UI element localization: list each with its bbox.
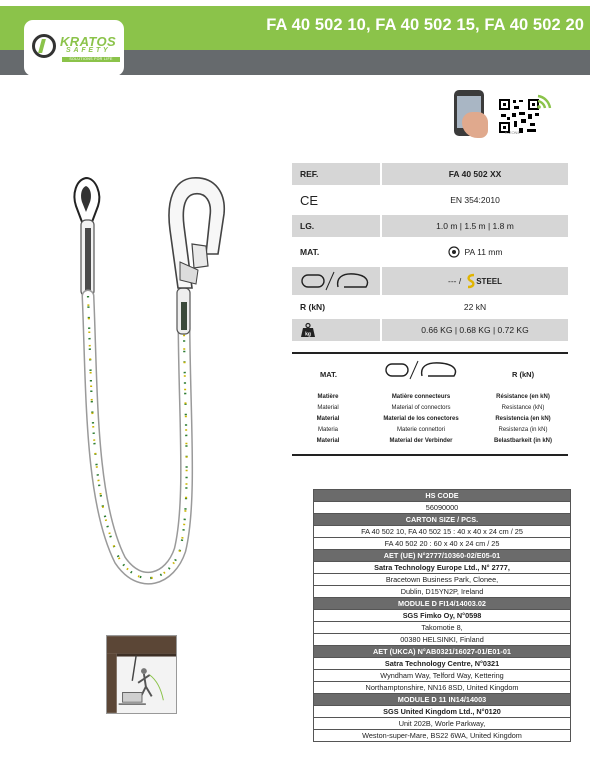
certification-row bbox=[314, 634, 571, 646]
certification-row bbox=[314, 706, 571, 718]
certification-row bbox=[314, 526, 571, 538]
legend-mat-it: Materia bbox=[317, 427, 338, 433]
spec-norm-value: EN 354:2010 bbox=[450, 195, 500, 205]
logo-brand-name: KRATOS bbox=[60, 34, 117, 49]
brand-logo bbox=[24, 20, 124, 76]
certification-row bbox=[314, 670, 571, 682]
page-title: FA 40 502 10, FA 40 502 15, FA 40 502 20 bbox=[266, 16, 584, 34]
certification-row bbox=[314, 598, 571, 610]
certification-cell: Northamptonshire, NN16 8SD, United Kingdom bbox=[314, 682, 571, 694]
certification-cell: Takomotie 8, bbox=[314, 622, 571, 634]
certification-cell: Bracetown Business Park, Clonee, bbox=[314, 574, 571, 586]
steel-s-icon bbox=[466, 273, 476, 289]
certification-table bbox=[313, 489, 571, 742]
certification-header-cell: MODULE D 11 IN14/14003 bbox=[314, 694, 571, 706]
certification-header-cell: AET (UE) N°2777/10360-02/E05-01 bbox=[314, 550, 571, 562]
certification-row bbox=[314, 730, 571, 742]
certification-row bbox=[314, 538, 571, 550]
certification-header-cell: HS CODE bbox=[314, 490, 571, 502]
wireless-icon bbox=[536, 86, 560, 110]
spec-length-value: 1.0 m | 1.5 m | 1.8 m bbox=[382, 215, 568, 237]
spec-length-label: LG. bbox=[292, 215, 380, 237]
certification-cell: Satra Technology Europe Ltd., N° 2777, bbox=[314, 562, 571, 574]
certification-header-cell: CARTON SIZE / PCS. bbox=[314, 514, 571, 526]
legend-res-it: Resistenza (in kN) bbox=[498, 427, 548, 433]
certification-row bbox=[314, 586, 571, 598]
certification-row bbox=[314, 718, 571, 730]
spec-connector-material: STEEL bbox=[476, 276, 502, 286]
certification-row bbox=[314, 622, 571, 634]
legend-conn-es: Material de los conectores bbox=[383, 416, 459, 422]
spec-row-norm bbox=[292, 186, 568, 214]
spec-row-material bbox=[292, 238, 568, 266]
logo-k-icon bbox=[32, 34, 56, 58]
legend-mat-es: Material bbox=[316, 416, 340, 422]
legend-box bbox=[292, 352, 568, 456]
legend-col-connectors bbox=[364, 392, 478, 447]
legend-mat-en: Material bbox=[317, 405, 339, 411]
certification-row bbox=[314, 682, 571, 694]
certification-row bbox=[314, 502, 571, 514]
ce-mark-icon: CE bbox=[300, 192, 319, 208]
spec-weight-value: 0.66 KG | 0.68 KG | 0.72 KG bbox=[382, 319, 568, 341]
legend-connector-icon bbox=[384, 359, 462, 381]
spec-row-ref bbox=[292, 163, 568, 185]
usage-thumbnail bbox=[106, 635, 177, 714]
certification-cell: Wyndham Way, Telford Way, Kettering bbox=[314, 670, 571, 682]
certification-cell: Weston-super-Mare, BS22 6WA, United Kingdom bbox=[314, 730, 571, 742]
legend-conn-fr: Matière connecteurs bbox=[391, 394, 451, 400]
legend-mat-de: Material bbox=[316, 438, 340, 444]
certification-cell: Unit 202B, Worle Parkway, bbox=[314, 718, 571, 730]
qr-caption: K-ZONE bbox=[505, 130, 521, 135]
certification-cell: FA 40 502 10, FA 40 502 15 : 40 x 40 x 24 cm / 25 bbox=[314, 526, 571, 538]
spec-row-length bbox=[292, 215, 568, 237]
certification-cell: SGS Fimko Oy, N°0598 bbox=[314, 610, 571, 622]
carabiner-hook-icon bbox=[300, 270, 372, 292]
certification-cell: SGS United Kingdom Ltd., N°0120 bbox=[314, 706, 571, 718]
weight-icon-cell bbox=[292, 319, 380, 341]
logo-brand-sub: SAFETY bbox=[66, 47, 111, 54]
legend-r-head: R (kN) bbox=[512, 370, 535, 379]
legend-res-fr: Résistance (en kN) bbox=[496, 394, 550, 400]
spec-material-cell bbox=[382, 238, 568, 266]
connectors-icon-cell bbox=[292, 267, 380, 295]
legend-res-de: Belastbarkeit (in kN) bbox=[493, 438, 553, 444]
certification-cell: 56090000 bbox=[314, 502, 571, 514]
spec-material-label: MAT. bbox=[300, 247, 320, 257]
legend-mat-head: MAT. bbox=[320, 370, 337, 379]
certification-row bbox=[314, 610, 571, 622]
certification-header-cell: AET (UKCA) N°AB0321/16027-01/E01-01 bbox=[314, 646, 571, 658]
certification-cell: FA 40 502 20 : 60 x 40 x 24 cm / 25 bbox=[314, 538, 571, 550]
legend-conn-it: Materie connettori bbox=[396, 427, 446, 433]
legend-mat-fr: Matière bbox=[317, 394, 339, 400]
legend-res-en: Resistance (kN) bbox=[501, 405, 545, 411]
certification-cell: 00380 HELSINKI, Finland bbox=[314, 634, 571, 646]
spec-material-value: PA 11 mm bbox=[464, 247, 503, 257]
certification-row bbox=[314, 562, 571, 574]
spec-ref-value: FA 40 502 XX bbox=[382, 163, 568, 185]
certification-header-cell: MODULE D FI14/14003.02 bbox=[314, 598, 571, 610]
spec-ref-label: REF. bbox=[292, 163, 380, 185]
legend-col-resistance bbox=[478, 392, 568, 447]
legend-res-es: Resistencia (en kN) bbox=[495, 416, 551, 422]
rope-section-icon bbox=[448, 246, 460, 258]
certification-row bbox=[314, 694, 571, 706]
spec-row-strength bbox=[292, 296, 568, 318]
svg-text:kg: kg bbox=[305, 331, 311, 338]
certification-cell: Dublin, D15YN2P, Ireland bbox=[314, 586, 571, 598]
spec-table bbox=[292, 163, 568, 342]
certification-row bbox=[314, 646, 571, 658]
certification-row bbox=[314, 514, 571, 526]
weight-icon bbox=[300, 322, 316, 338]
lanyard-product-image bbox=[20, 170, 260, 600]
certification-row bbox=[314, 658, 571, 670]
legend-col-material bbox=[292, 392, 364, 447]
logo-tagline: SOLUTIONS FOR LIFE bbox=[62, 57, 120, 62]
spec-strength-label: R (kN) bbox=[300, 302, 326, 312]
spec-row-weight bbox=[292, 319, 568, 341]
certification-cell: Satra Technology Centre, N°0321 bbox=[314, 658, 571, 670]
spec-row-connectors bbox=[292, 267, 568, 295]
certification-row bbox=[314, 574, 571, 586]
spec-strength-value: 22 kN bbox=[463, 302, 487, 312]
spec-connector-prefix: --- / bbox=[448, 276, 462, 286]
legend-conn-de: Material der Verbinder bbox=[389, 438, 453, 444]
spec-connector-cell bbox=[382, 267, 568, 295]
legend-conn-en: Material of connectors bbox=[391, 405, 451, 411]
certification-row bbox=[314, 550, 571, 562]
certification-row bbox=[314, 490, 571, 502]
